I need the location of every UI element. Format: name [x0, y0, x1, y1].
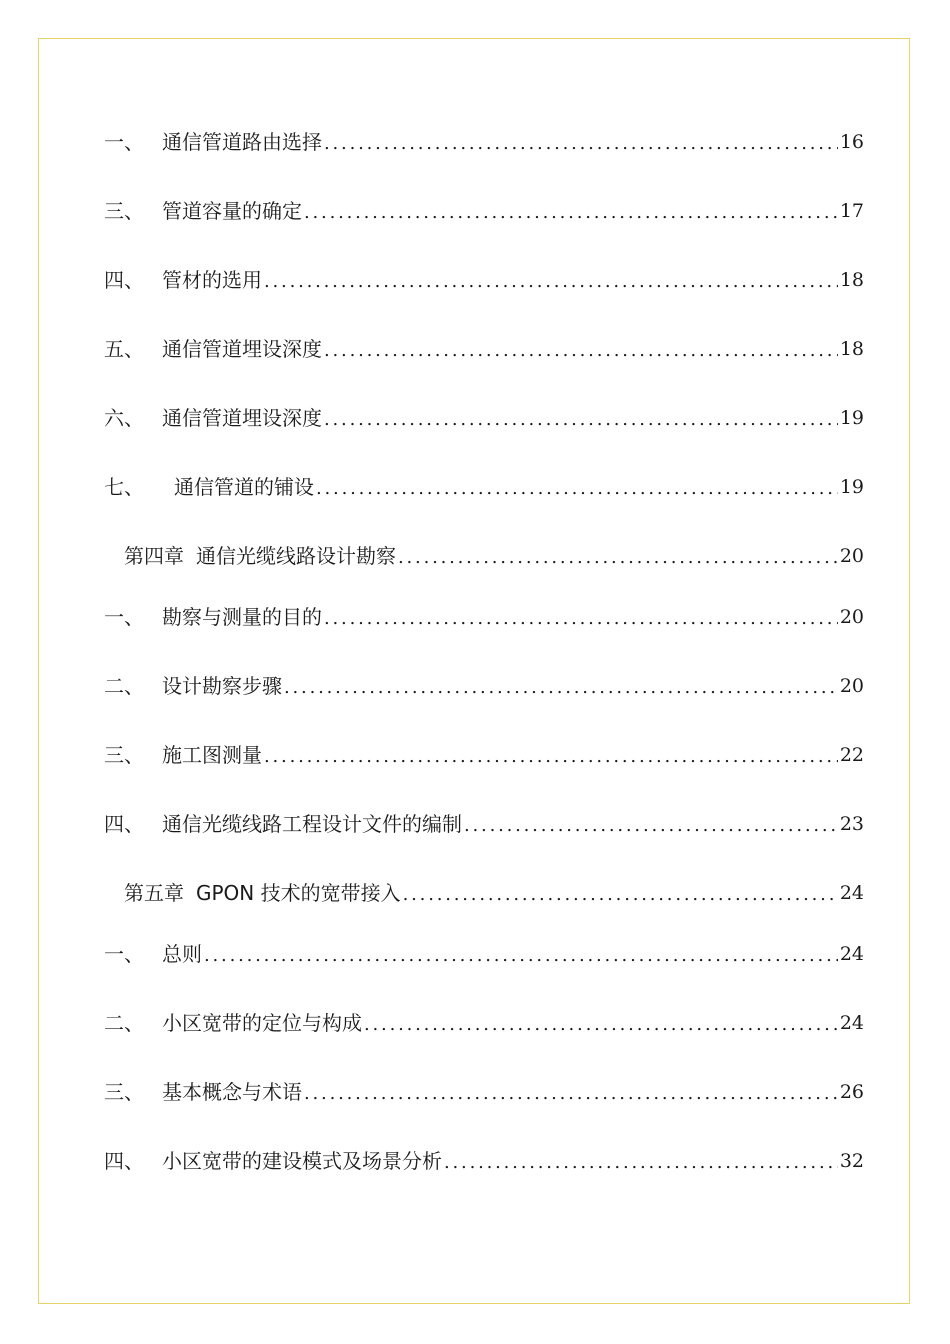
toc-entry-page: 24 — [839, 1012, 864, 1034]
dot-leader — [396, 546, 838, 570]
toc-entry-title: 设计勘察步骤 — [162, 674, 282, 698]
toc-entry-page: 23 — [839, 813, 864, 835]
toc-entry[interactable] — [104, 603, 864, 631]
dot-leader — [262, 270, 838, 294]
toc-entry-number: 三、 — [104, 1080, 144, 1104]
toc-entry-number: 三、 — [104, 199, 144, 223]
toc-chapter-title: GPON 技术的宽带接入 — [196, 881, 401, 905]
dot-leader — [302, 1082, 838, 1106]
toc-entry-page: 20 — [839, 675, 864, 697]
toc-entry[interactable] — [104, 672, 864, 700]
dot-leader — [314, 477, 838, 501]
toc-entry-title: 通信光缆线路工程设计文件的编制 — [162, 812, 462, 836]
toc-entry-number: 二、 — [104, 1011, 144, 1035]
toc-chapter-title: 通信光缆线路设计勘察 — [196, 544, 396, 568]
toc-entry-title: 基本概念与术语 — [162, 1080, 302, 1104]
toc-entry-number: 四、 — [104, 1149, 144, 1173]
toc-entry-page: 17 — [839, 200, 864, 222]
toc-chapter-number: 第五章 — [124, 881, 184, 905]
toc-entry-title: 通信管道路由选择 — [162, 130, 322, 154]
toc-entry-page: 18 — [839, 338, 864, 360]
dot-leader — [322, 607, 838, 631]
toc-chapter-number: 第四章 — [124, 544, 184, 568]
toc-entry[interactable] — [104, 1147, 864, 1175]
dot-leader — [362, 1013, 838, 1037]
toc-entry[interactable] — [104, 1009, 864, 1037]
toc-entry-title: 管材的选用 — [162, 268, 262, 292]
toc-entry[interactable] — [104, 940, 864, 968]
toc-entry[interactable] — [104, 197, 864, 225]
toc-entry-number: 四、 — [104, 812, 144, 836]
toc-entry[interactable] — [104, 473, 864, 501]
toc-entry-page: 16 — [839, 131, 864, 153]
toc-entry-page: 24 — [839, 943, 864, 965]
dot-leader — [302, 201, 838, 225]
dot-leader — [322, 132, 838, 156]
toc-entry-number: 一、 — [104, 605, 144, 629]
dot-leader — [442, 1151, 838, 1175]
toc-entry-number: 三、 — [104, 743, 144, 767]
toc-entry-number: 一、 — [104, 942, 144, 966]
toc-entry[interactable] — [104, 266, 864, 294]
toc-entry-page: 18 — [839, 269, 864, 291]
toc-entry-page: 19 — [839, 476, 864, 498]
toc-entry-page: 20 — [839, 606, 864, 628]
dot-leader — [322, 408, 838, 432]
toc-entry-title: 小区宽带的建设模式及场景分析 — [162, 1149, 442, 1173]
toc-entry-page: 22 — [839, 744, 864, 766]
toc-entry[interactable] — [104, 404, 864, 432]
dot-leader — [401, 883, 838, 907]
toc-entry-title: 施工图测量 — [162, 743, 262, 767]
toc-chapter-entry[interactable] — [124, 542, 864, 570]
dot-leader — [202, 944, 838, 968]
toc-entry-title: 总则 — [162, 942, 202, 966]
toc-entry-page: 32 — [839, 1150, 864, 1172]
dot-leader — [282, 676, 838, 700]
toc-entry-number: 四、 — [104, 268, 144, 292]
toc-entry-number: 六、 — [104, 406, 144, 430]
toc-entry[interactable] — [104, 335, 864, 363]
toc-entry[interactable] — [104, 128, 864, 156]
toc-entry-title: 管道容量的确定 — [162, 199, 302, 223]
page-frame — [38, 38, 910, 1304]
toc-entry-title: 通信管道埋设深度 — [162, 406, 322, 430]
toc-entry-title: 通信管道的铺设 — [174, 475, 314, 499]
toc-entry[interactable] — [104, 741, 864, 769]
toc-entry-page: 20 — [839, 545, 864, 567]
toc-entry-number: 五、 — [104, 337, 144, 361]
toc-entry[interactable] — [104, 1078, 864, 1106]
toc-entry-title: 小区宽带的定位与构成 — [162, 1011, 362, 1035]
toc-entry-number: 七、 — [104, 475, 144, 499]
toc-chapter-entry[interactable] — [124, 879, 864, 907]
dot-leader — [262, 745, 838, 769]
dot-leader — [462, 814, 838, 838]
dot-leader — [322, 339, 838, 363]
toc-entry-number: 一、 — [104, 130, 144, 154]
toc-entry-title: 勘察与测量的目的 — [162, 605, 322, 629]
toc-entry-page: 24 — [839, 882, 864, 904]
toc-entry-page: 26 — [839, 1081, 864, 1103]
toc-entry-number: 二、 — [104, 674, 144, 698]
toc-entry-title: 通信管道埋设深度 — [162, 337, 322, 361]
toc-entry[interactable] — [104, 810, 864, 838]
toc-entry-page: 19 — [839, 407, 864, 429]
